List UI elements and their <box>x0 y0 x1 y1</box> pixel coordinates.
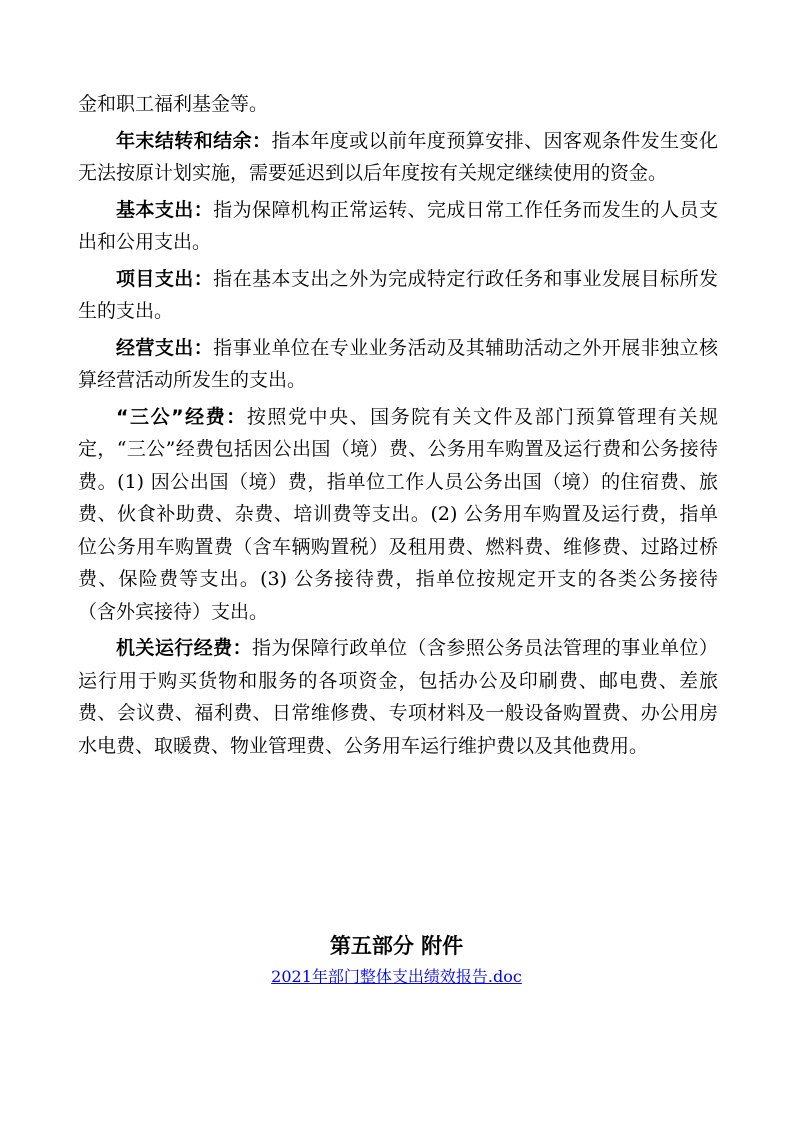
term-label: 年末结转和结余： <box>116 129 272 152</box>
paragraph-operating-expenditure <box>78 332 718 397</box>
paragraph-year-end-carryover <box>78 125 718 190</box>
term-label: 基本支出： <box>116 198 214 221</box>
attachment-link[interactable]: 2021年部门整体支出绩效报告.doc <box>271 967 522 986</box>
paragraph-basic-expenditure <box>78 194 718 259</box>
paragraph-text: 指为保障行政单位（含参照公务员法管理的事业单位）运行用于购买货物和服务的各项资金，包括办公及印刷费、邮电费、差旅费、会议费、福利费、日常维修费、专项材料及一般设备购置费、办公用房水电费、取暖费、物业管理费、公务用车运行维护费以及其他费用。 <box>78 637 718 757</box>
attachment-link-container <box>0 965 793 989</box>
term-label: 机关运行经费： <box>116 637 253 659</box>
paragraph-text: 指在基本支出之外为完成特定行政任务和事业发展目标所发生的支出。 <box>78 267 718 322</box>
section-title: 第五部分 附件 <box>329 934 464 958</box>
term-label: 经营支出： <box>116 336 214 359</box>
paragraph-continuation <box>78 88 718 121</box>
paragraph-text: 指事业单位在专业业务活动及其辅助活动之外开展非独立核算经营活动所发生的支出。 <box>78 336 718 391</box>
paragraph-three-public-expenses <box>78 401 718 629</box>
term-label: “三公”经费： <box>116 405 247 428</box>
term-label: 项目支出： <box>116 267 214 290</box>
paragraph-text: 金和职工福利基金等。 <box>78 93 269 115</box>
document-body <box>78 88 718 766</box>
paragraph-text: 指为保障机构正常运转、完成日常工作任务而发生的人员支出和公用支出。 <box>78 198 718 253</box>
paragraph-agency-operating-funds <box>78 632 718 762</box>
paragraph-project-expenditure <box>78 263 718 328</box>
paragraph-text: 按照党中央、国务院有关文件及部门预算管理有关规定，“三公”经费包括因公出国（境）费、公务用车购置及运行费和公务接待费。(1) 因公出国（境）费，指单位工作人员公务出国（境）的住宿费、旅费、伙食补助费、杂费、培训费等支出。(2) 公务用车购置及运行费，指单位公务用车购置费（含车辆购置税）及租用费、燃料费、维修费、过路过桥费、保险费等支出。(3) 公务接待费，指单位按规定开支的各类公务接待（含外宾接待）支出。 <box>78 405 718 623</box>
paragraph-text: 指本年度或以前年度预算安排、因客观条件发生变化无法按原计划实施，需要延迟到以后年度按有关规定继续使用的资金。 <box>78 129 718 184</box>
